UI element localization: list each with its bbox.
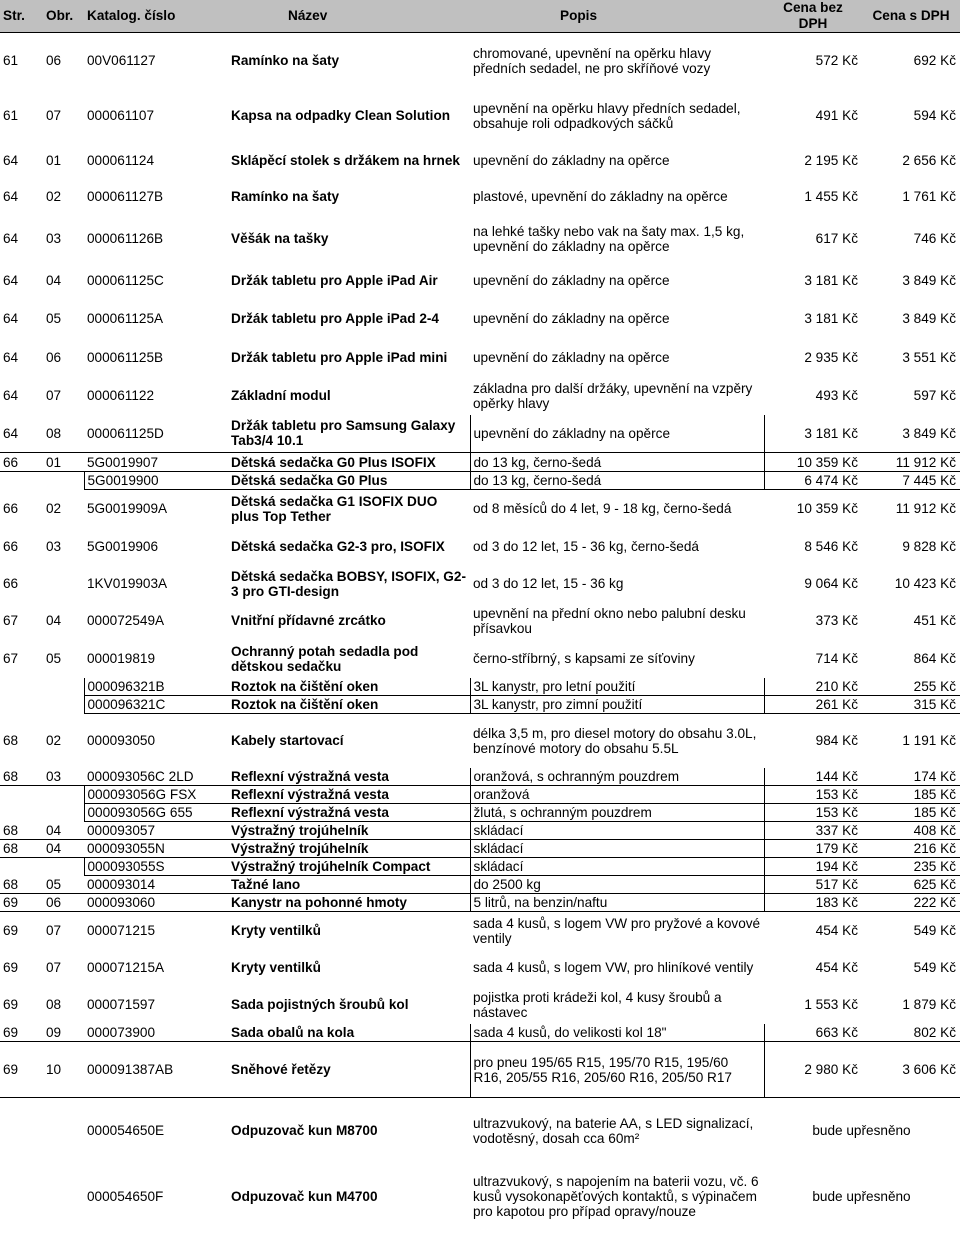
cell-popis: oranžová, s ochranným pouzdrem — [470, 768, 764, 786]
cell-obr: 07 — [46, 923, 62, 939]
cell-cena-s-dph: 594 Kč — [913, 108, 956, 123]
table-row — [0, 840, 960, 858]
table-row — [0, 179, 960, 215]
cell-katalog: 000061125C — [87, 273, 164, 288]
cell-popis: upevnění do základny na opěrce — [470, 415, 764, 453]
cell-cena-bez-dph: 6 474 Kč — [764, 472, 862, 490]
cell-str: 67 — [3, 613, 19, 628]
cell-cena-s-dph: 549 Kč — [913, 923, 956, 939]
cell-cena-bez-dph: 2 195 Kč — [804, 153, 858, 168]
table-row — [0, 1098, 960, 1164]
cell-katalog: 000061122 — [87, 388, 155, 403]
cell-cena-bez-dph: 153 Kč — [764, 804, 862, 822]
cell-cena-s-dph: 3 551 Kč — [902, 350, 956, 365]
cell-str: 66 — [3, 539, 19, 554]
cell-nazev: Sněhové řetězy — [228, 1042, 470, 1098]
table-row — [0, 804, 960, 822]
cell-nazev: Držák tabletu pro Apple iPad mini — [231, 350, 448, 365]
cell-cena-s-dph: 2 656 Kč — [902, 153, 956, 168]
cell-str: 68 — [3, 733, 19, 748]
cell-obr: 02 — [46, 733, 62, 748]
cell-nazev: Reflexní výstražná vesta — [228, 786, 470, 804]
cell-katalog: 000071597 — [87, 997, 156, 1012]
cell-katalog: 000093056G FSX — [84, 786, 228, 804]
table-row — [0, 876, 960, 894]
cell-katalog: 000061125B — [87, 350, 164, 365]
cell-str — [0, 1164, 43, 1230]
table-row — [0, 1042, 960, 1098]
cell-popis: sada 4 kusů, s logem VW pro pryžové a kovové ventily — [473, 915, 761, 946]
cell-popis: 5 litrů, na benzin/naftu — [470, 894, 764, 912]
cell-obr: 03 — [43, 768, 84, 786]
cell-cena-bez-dph: 984 Kč — [815, 733, 858, 749]
cell-str: 64 — [3, 388, 19, 403]
cell-katalog: 000072549A — [87, 613, 165, 628]
cell-popis: ultrazvukový, s napojením na baterii vozu, vč. 6 kusů vysokonapěťových kontaktů, s výpinačem pro kapotou pro případ opravy/nouze — [473, 1174, 759, 1219]
cell-cena-s-dph: 7 445 Kč — [862, 472, 960, 490]
cell-str: 61 — [3, 53, 19, 69]
cell-obr: 08 — [46, 997, 62, 1012]
cell-nazev: Držák tabletu pro Apple iPad 2-4 — [231, 311, 439, 326]
cell-cena-s-dph: 3 849 Kč — [862, 415, 960, 453]
cell-cena-bez-dph: 144 Kč — [764, 768, 862, 786]
cell-cena-bez-dph: 572 Kč — [815, 53, 858, 69]
cell-obr: 01 — [43, 453, 84, 472]
cell-popis: skládací — [470, 822, 764, 840]
cell-nazev: Dětská sedačka G0 Plus ISOFIX — [228, 453, 470, 472]
cell-cena-s-dph: 10 423 Kč — [894, 576, 956, 591]
cell-cena-bez-dph: 493 Kč — [815, 388, 858, 403]
cell-str: 61 — [3, 108, 19, 123]
header-str: Str. — [0, 0, 43, 33]
cell-cena-bez-dph: 210 Kč — [764, 678, 862, 696]
cell-str: 68 — [0, 876, 43, 894]
table-row — [0, 912, 960, 950]
table-row — [0, 566, 960, 602]
cell-katalog: 5G0019900 — [84, 472, 228, 490]
cell-popis: sada 4 kusů, s logem VW, pro hliníkové ventily — [473, 960, 754, 975]
cell-cena-s-dph: 174 Kč — [862, 768, 960, 786]
cell-str: 69 — [0, 894, 43, 912]
cell-katalog: 000054650E — [87, 1123, 165, 1139]
cell-cena-bez-dph: bude upřesněno — [812, 1189, 911, 1204]
cell-popis: do 2500 kg — [470, 876, 764, 894]
cell-nazev: Sklápěcí stolek s držákem na hrnek — [231, 153, 460, 168]
table-row — [0, 1164, 960, 1230]
table-row — [0, 696, 960, 714]
cell-str — [0, 786, 43, 804]
cell-obr: 06 — [46, 53, 62, 69]
table-row — [0, 299, 960, 339]
cell-popis: 3L kanystr, pro zimní použití — [470, 696, 764, 714]
cell-obr: 04 — [43, 840, 84, 858]
cell-popis: základna pro další držáky, upevnění na vzpěry opěrky hlavy — [473, 380, 753, 411]
cell-popis: upevnění do základny na opěrce — [473, 311, 670, 326]
table-row — [0, 678, 960, 696]
table-row — [0, 33, 960, 89]
cell-popis: délka 3,5 m, pro diesel motory do obsahu 3.0L, benzínové motory do obsahu 5.5L — [473, 725, 757, 756]
cell-cena-s-dph: 625 Kč — [862, 876, 960, 894]
cell-nazev: Dětská sedačka G2-3 pro, ISOFIX — [231, 539, 445, 554]
cell-obr — [43, 678, 84, 696]
cell-nazev: Reflexní výstražná vesta — [228, 804, 470, 822]
cell-cena-s-dph: 1 761 Kč — [902, 189, 956, 204]
cell-katalog: 000093060 — [84, 894, 228, 912]
cell-str: 66 — [0, 453, 43, 472]
cell-cena-s-dph: 3 849 Kč — [902, 311, 956, 326]
cell-nazev: Výstražný trojúhelník Compact — [228, 858, 470, 876]
cell-cena-s-dph: 451 Kč — [913, 613, 956, 628]
cell-cena-s-dph: 802 Kč — [862, 1024, 960, 1042]
cell-cena-s-dph: 3 606 Kč — [862, 1042, 960, 1098]
header-obr: Obr. — [43, 0, 84, 33]
cell-cena-s-dph: 216 Kč — [862, 840, 960, 858]
cell-cena-s-dph: 185 Kč — [862, 786, 960, 804]
cell-popis: pojistka proti krádeži kol, 4 kusy šroubů a nástavec — [473, 989, 722, 1020]
header-row — [0, 0, 960, 33]
cell-katalog: 000091387AB — [84, 1042, 228, 1098]
cell-katalog: 5G0019909A — [87, 501, 168, 517]
cell-nazev: Základní modul — [231, 388, 331, 403]
header-cena-s-dph: Cena s DPH — [862, 0, 960, 33]
cell-katalog: 000054650F — [87, 1189, 164, 1204]
cell-cena-s-dph: 864 Kč — [913, 651, 956, 666]
cell-str: 69 — [3, 997, 19, 1012]
table-row — [0, 602, 960, 640]
cell-popis: skládací — [470, 840, 764, 858]
cell-cena-s-dph: 185 Kč — [862, 804, 960, 822]
table-row — [0, 263, 960, 299]
cell-obr — [43, 804, 84, 822]
header-katalog: Katalog. číslo — [84, 0, 228, 33]
cell-str: 68 — [0, 840, 43, 858]
cell-cena-bez-dph: 10 359 Kč — [796, 501, 858, 517]
cell-katalog: 000093056G 655 — [84, 804, 228, 822]
cell-cena-bez-dph: 2 980 Kč — [764, 1042, 862, 1098]
cell-nazev: Držák tabletu pro Samsung Galaxy Tab3/4 10.1 — [228, 415, 470, 453]
cell-obr: 02 — [46, 189, 62, 204]
cell-obr — [43, 858, 84, 876]
table-row — [0, 472, 960, 490]
cell-cena-s-dph: 222 Kč — [862, 894, 960, 912]
cell-str: 64 — [3, 350, 19, 365]
cell-cena-bez-dph: 194 Kč — [764, 858, 862, 876]
cell-str: 68 — [0, 768, 43, 786]
cell-str: 66 — [3, 501, 19, 516]
cell-popis: žlutá, s ochranným pouzdrem — [470, 804, 764, 822]
table-row — [0, 786, 960, 804]
cell-nazev: Dětská sedačka G1 ISOFIX DUO plus Top Tether — [231, 493, 438, 524]
cell-katalog: 5G0019907 — [84, 453, 228, 472]
cell-katalog: 000071215 — [87, 923, 156, 939]
cell-katalog: 000061107 — [87, 108, 155, 123]
cell-str — [0, 472, 43, 490]
cell-cena-bez-dph: 9 064 Kč — [804, 576, 858, 591]
cell-cena-bez-dph: 1 455 Kč — [804, 189, 858, 204]
table-row — [0, 640, 960, 678]
cell-cena-bez-dph: 714 Kč — [815, 651, 858, 666]
cell-popis: od 3 do 12 let, 15 - 36 kg — [473, 576, 624, 591]
cell-katalog: 000061125D — [84, 415, 228, 453]
cell-katalog: 000093057 — [84, 822, 228, 840]
cell-cena-bez-dph: 454 Kč — [815, 923, 858, 939]
cell-nazev: Tažné lano — [228, 876, 470, 894]
cell-cena-bez-dph: 3 181 Kč — [804, 273, 858, 288]
cell-nazev: Dětská sedačka G0 Plus — [228, 472, 470, 490]
cell-obr: 08 — [43, 415, 84, 453]
cell-popis: od 3 do 12 let, 15 - 36 kg, černo-šedá — [473, 539, 699, 554]
cell-obr — [43, 786, 84, 804]
table-row — [0, 894, 960, 912]
cell-popis: černo-stříbrný, s kapsami ze síťoviny — [473, 651, 695, 666]
table-row — [0, 768, 960, 786]
cell-obr — [43, 1164, 84, 1230]
cell-cena-bez-dph: 373 Kč — [815, 613, 858, 628]
cell-obr — [43, 1098, 84, 1164]
cell-str: 68 — [0, 822, 43, 840]
cell-popis: ultrazvukový, na baterie AA, s LED signalizací, vodotěsný, dosah cca 60m² — [473, 1115, 754, 1146]
table-row — [0, 377, 960, 415]
cell-str — [0, 804, 43, 822]
cell-popis: na lehké tašky nebo vak na šaty max. 1,5 kg, upevnění do základny na opěrce — [473, 223, 745, 254]
header-popis: Popis — [470, 0, 764, 33]
cell-katalog: 000093055N — [84, 840, 228, 858]
cell-katalog: 000061127B — [87, 189, 164, 204]
cell-str: 69 — [0, 1042, 43, 1098]
cell-obr: 09 — [43, 1024, 84, 1042]
cell-nazev: Kapsa na odpadky Clean Solution — [231, 108, 451, 123]
cell-nazev: Reflexní výstražná vesta — [228, 768, 470, 786]
cell-popis: 3L kanystr, pro letní použití — [470, 678, 764, 696]
cell-cena-s-dph: 315 Kč — [862, 696, 960, 714]
header-cena-bez-dph: Cena bez DPH — [764, 0, 862, 33]
cell-popis: upevnění na přední okno nebo palubní desku přísavkou — [473, 605, 746, 636]
table-row — [0, 822, 960, 840]
cell-cena-s-dph: 11 912 Kč — [895, 501, 956, 517]
cell-popis: chromované, upevnění na opěrku hlavy předních sedadel, ne pro skříňové vozy — [473, 45, 712, 76]
table-row — [0, 490, 960, 528]
table-row — [0, 714, 960, 768]
cell-nazev: Vnitřní přídavné zrcátko — [231, 613, 386, 628]
cell-cena-s-dph: 597 Kč — [913, 388, 956, 403]
cell-katalog: 1KV019903A — [87, 576, 168, 591]
cell-popis: do 13 kg, černo-šedá — [470, 472, 764, 490]
cell-popis: upevnění na opěrku hlavy předních sedadel, obsahuje roli odpadkových sáčků — [473, 100, 741, 131]
cell-obr — [43, 472, 84, 490]
table-row — [0, 986, 960, 1024]
cell-popis: skládací — [470, 858, 764, 876]
cell-cena-s-dph: 3 849 Kč — [902, 273, 956, 288]
cell-popis: upevnění do základny na opěrce — [473, 153, 670, 168]
cell-cena-s-dph: 9 828 Kč — [902, 539, 956, 554]
cell-str — [0, 1098, 43, 1164]
table-row — [0, 1024, 960, 1042]
cell-cena-bez-dph: 3 181 Kč — [764, 415, 862, 453]
cell-obr — [43, 696, 84, 714]
cell-nazev: Odpuzovač kun M4700 — [231, 1189, 378, 1204]
cell-popis: oranžová — [470, 786, 764, 804]
cell-cena-bez-dph: 663 Kč — [764, 1024, 862, 1042]
cell-cena-bez-dph: 153 Kč — [764, 786, 862, 804]
table-row — [0, 89, 960, 143]
cell-cena-bez-dph: 454 Kč — [815, 960, 858, 975]
header-nazev: Název — [228, 0, 470, 33]
cell-obr: 07 — [46, 388, 62, 403]
cell-popis: do 13 kg, černo-šedá — [470, 453, 764, 472]
cell-str — [0, 678, 43, 696]
cell-katalog: 000061126B — [87, 231, 164, 246]
cell-popis: upevnění do základny na opěrce — [473, 350, 670, 365]
cell-cena-bez-dph: 8 546 Kč — [804, 539, 858, 554]
cell-katalog: 000096321B — [84, 678, 228, 696]
cell-katalog: 000093050 — [87, 733, 156, 749]
cell-nazev: Výstražný trojúhelník — [228, 840, 470, 858]
cell-cena-bez-dph: bude upřesněno — [812, 1123, 911, 1139]
cell-obr: 01 — [46, 153, 62, 168]
cell-cena-bez-dph: 179 Kč — [764, 840, 862, 858]
cell-popis: pro pneu 195/65 R15, 195/70 R15, 195/60 R16, 205/55 R16, 205/60 R16, 205/50 R17 — [470, 1042, 764, 1098]
cell-cena-bez-dph: 3 181 Kč — [804, 311, 858, 326]
cell-cena-bez-dph: 337 Kč — [764, 822, 862, 840]
cell-katalog: 00V061127 — [87, 53, 156, 69]
cell-katalog: 000093014 — [84, 876, 228, 894]
cell-obr: 02 — [46, 501, 62, 516]
cell-cena-bez-dph: 2 935 Kč — [804, 350, 858, 365]
cell-katalog: 000061124 — [87, 153, 155, 168]
cell-nazev: Držák tabletu pro Apple iPad Air — [231, 273, 438, 288]
cell-cena-s-dph: 255 Kč — [862, 678, 960, 696]
cell-cena-s-dph: 11 912 Kč — [862, 453, 960, 472]
cell-str: 64 — [3, 273, 19, 288]
cell-cena-s-dph: 235 Kč — [862, 858, 960, 876]
cell-str: 69 — [0, 1024, 43, 1042]
cell-obr: 06 — [46, 350, 62, 365]
cell-cena-s-dph: 408 Kč — [862, 822, 960, 840]
cell-cena-s-dph: 746 Kč — [913, 231, 956, 246]
cell-nazev: Kabely startovací — [231, 733, 344, 749]
cell-obr — [43, 566, 84, 602]
cell-nazev: Roztok na čištění oken — [228, 696, 470, 714]
cell-cena-bez-dph: 491 Kč — [815, 108, 858, 123]
table-row — [0, 528, 960, 566]
cell-obr: 07 — [46, 108, 62, 123]
cell-obr: 06 — [43, 894, 84, 912]
cell-obr: 05 — [46, 311, 62, 326]
cell-popis: upevnění do základny na opěrce — [473, 273, 670, 288]
cell-nazev: Kryty ventilků — [231, 960, 321, 975]
cell-obr: 10 — [43, 1042, 84, 1098]
cell-obr: 07 — [46, 960, 62, 975]
cell-nazev: Ramínko na šaty — [231, 189, 340, 204]
cell-obr: 04 — [43, 822, 84, 840]
cell-obr: 05 — [46, 651, 62, 666]
cell-cena-bez-dph: 617 Kč — [815, 231, 858, 246]
cell-str — [0, 696, 43, 714]
cell-popis: plastové, upevnění do základny na opěrce — [473, 189, 728, 204]
cell-katalog: 5G0019906 — [87, 539, 159, 554]
cell-cena-s-dph: 1 879 Kč — [902, 997, 956, 1012]
cell-str: 67 — [3, 651, 19, 666]
cell-obr: 03 — [46, 539, 62, 554]
cell-katalog: 000071215A — [87, 960, 165, 975]
cell-cena-bez-dph: 1 553 Kč — [804, 997, 858, 1012]
cell-cena-bez-dph: 261 Kč — [764, 696, 862, 714]
cell-cena-s-dph: 549 Kč — [913, 960, 956, 975]
cell-nazev: Sada obalů na kola — [228, 1024, 470, 1042]
cell-nazev: Kanystr na pohonné hmoty — [228, 894, 470, 912]
cell-str: 69 — [3, 923, 19, 939]
cell-katalog: 000061125A — [87, 311, 164, 326]
cell-nazev: Odpuzovač kun M8700 — [231, 1123, 378, 1139]
cell-nazev: Roztok na čištění oken — [228, 678, 470, 696]
cell-nazev: Ochranný potah sedadla pod dětskou sedačku — [231, 643, 419, 674]
table-row — [0, 858, 960, 876]
table-row — [0, 453, 960, 472]
cell-katalog: 000093055S — [84, 858, 228, 876]
table-row — [0, 215, 960, 263]
cell-popis: od 8 měsíců do 4 let, 9 - 18 kg, černo-šedá — [473, 501, 732, 517]
cell-str: 64 — [3, 153, 19, 168]
cell-str: 64 — [0, 415, 43, 453]
cell-cena-bez-dph: 517 Kč — [764, 876, 862, 894]
cell-nazev: Ramínko na šaty — [231, 53, 340, 69]
cell-str: 64 — [3, 311, 19, 326]
cell-str: 69 — [3, 960, 19, 975]
cell-katalog: 000093056C 2LD — [84, 768, 228, 786]
cell-str — [0, 858, 43, 876]
cell-katalog: 000073900 — [84, 1024, 228, 1042]
table-row — [0, 950, 960, 986]
cell-cena-s-dph: 692 Kč — [913, 53, 956, 69]
cell-nazev: Výstražný trojúhelník — [228, 822, 470, 840]
cell-str: 66 — [3, 576, 19, 591]
cell-cena-bez-dph: 183 Kč — [764, 894, 862, 912]
cell-obr: 04 — [46, 273, 62, 288]
cell-obr: 04 — [46, 613, 62, 628]
cell-obr: 05 — [43, 876, 84, 894]
table-row — [0, 339, 960, 377]
cell-nazev: Věšák na tašky — [231, 231, 329, 246]
cell-katalog: 000096321C — [84, 696, 228, 714]
cell-katalog: 000019819 — [87, 651, 156, 666]
table-row — [0, 143, 960, 179]
cell-nazev: Sada pojistných šroubů kol — [231, 997, 409, 1012]
cell-str: 64 — [3, 189, 19, 204]
table-row — [0, 415, 960, 453]
cell-nazev: Kryty ventilků — [231, 923, 321, 939]
table-body — [0, 33, 960, 1230]
cell-popis: sada 4 kusů, do velikosti kol 18" — [470, 1024, 764, 1042]
cell-cena-s-dph: 1 191 Kč — [902, 733, 956, 749]
cell-obr: 03 — [46, 231, 62, 246]
cell-str: 64 — [3, 231, 19, 246]
cell-nazev: Dětská sedačka BOBSY, ISOFIX, G2-3 pro GTI-design — [231, 568, 466, 599]
cell-cena-bez-dph: 10 359 Kč — [764, 453, 862, 472]
